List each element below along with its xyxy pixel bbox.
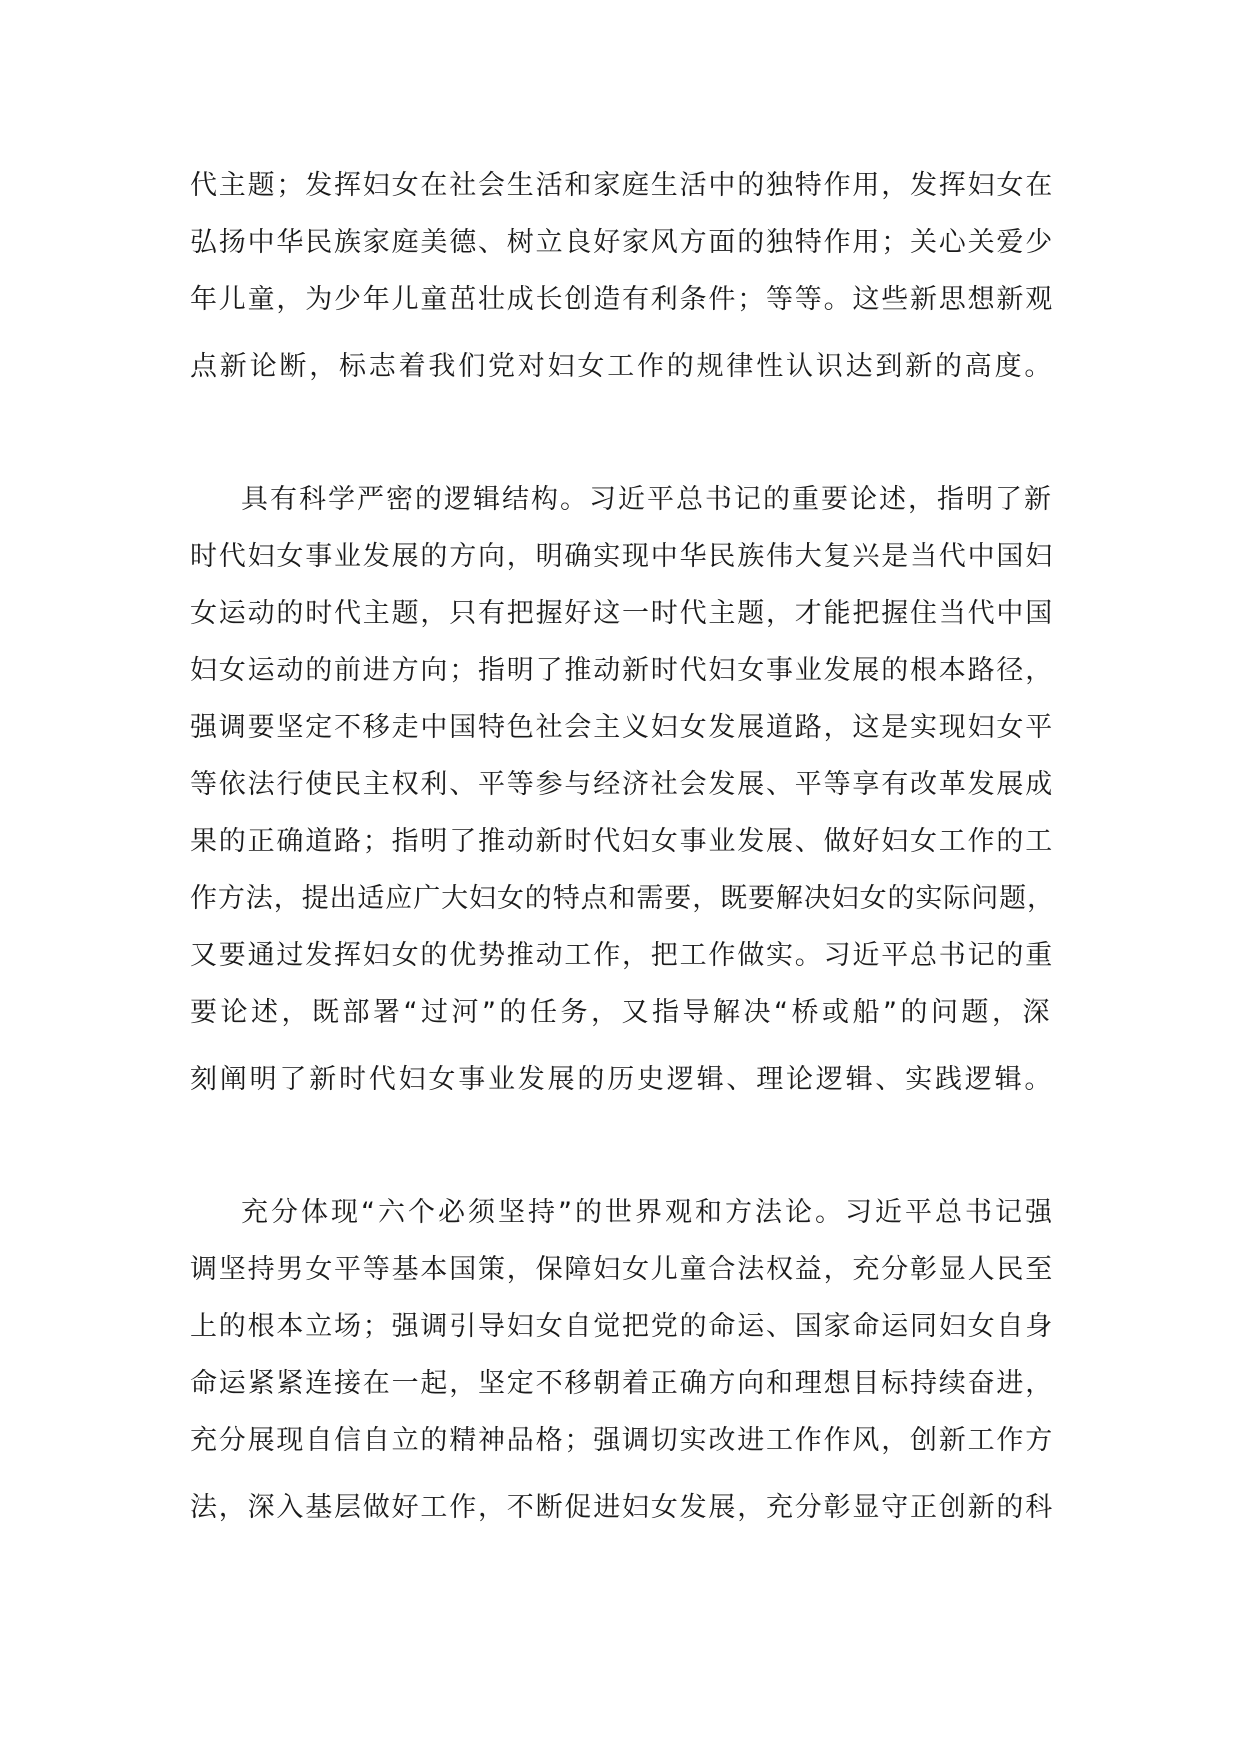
paragraph-2-line-4: 妇女运动的前进方向；指明了推动新时代妇女事业发展的根本路径， xyxy=(190,655,1054,686)
paragraph-2-line-5: 强调要坚定不移走中国特色社会主义妇女发展道路，这是实现妇女平 xyxy=(190,712,1054,743)
paragraph-3-line-3: 上的根本立场；强调引导妇女自觉把党的命运、国家命运同妇女自身 xyxy=(190,1311,1054,1342)
paragraph-3-line-1: 充分体现“六个必须坚持”的世界观和方法论。习近平总书记强 xyxy=(241,1197,1055,1228)
paragraph-1-line-3: 年儿童，为少年儿童茁壮成长创造有利条件；等等。这些新思想新观 xyxy=(190,284,1054,315)
paragraph-2-line-8: 作方法，提出适应广大妇女的特点和需要，既要解决妇女的实际问题， xyxy=(190,883,1055,914)
paragraph-2-line-3: 女运动的时代主题，只有把握好这一时代主题，才能把握住当代中国 xyxy=(190,598,1054,629)
paragraph-2-line-6: 等依法行使民主权利、平等参与经济社会发展、平等享有改革发展成 xyxy=(190,769,1054,800)
paragraph-1-line-4: 点新论断，标志着我们党对妇女工作的规律性认识达到新的高度。 xyxy=(190,351,1055,382)
paragraph-2-line-7: 果的正确道路；指明了推动新时代妇女事业发展、做好妇女工作的工 xyxy=(190,826,1054,857)
paragraph-3-line-2: 调坚持男女平等基本国策，保障妇女儿童合法权益，充分彰显人民至 xyxy=(190,1254,1054,1285)
paragraph-2-line-1: 具有科学严密的逻辑结构。习近平总书记的重要论述，指明了新 xyxy=(241,484,1053,515)
paragraph-2-line-11: 刻阐明了新时代妇女事业发展的历史逻辑、理论逻辑、实践逻辑。 xyxy=(190,1064,1055,1095)
paragraph-2-line-10: 要论述，既部署“过河”的任务，又指导解决“桥或船”的问题，深 xyxy=(190,997,1053,1028)
paragraph-2-line-9: 又要通过发挥妇女的优势推动工作，把工作做实。习近平总书记的重 xyxy=(190,940,1054,971)
paragraph-2-line-2: 时代妇女事业发展的方向，明确实现中华民族伟大复兴是当代中国妇 xyxy=(190,541,1054,572)
paragraph-1-line-2: 弘扬中华民族家庭美德、树立良好家风方面的独特作用；关心关爱少 xyxy=(190,227,1054,258)
paragraph-3-line-5: 充分展现自信自立的精神品格；强调切实改进工作作风，创新工作方 xyxy=(190,1425,1054,1456)
paragraph-1-line-1: 代主题；发挥妇女在社会生活和家庭生活中的独特作用，发挥妇女在 xyxy=(190,170,1054,201)
paragraph-3-line-4: 命运紧紧连接在一起，坚定不移朝着正确方向和理想目标持续奋进， xyxy=(190,1368,1054,1399)
paragraph-3-line-6: 法，深入基层做好工作，不断促进妇女发展，充分彰显守正创新的科 xyxy=(190,1492,1054,1523)
